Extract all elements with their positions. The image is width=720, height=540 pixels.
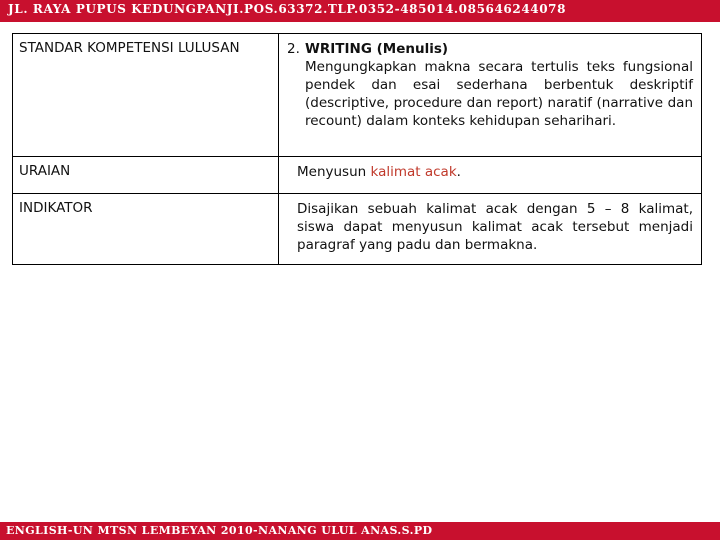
table-row	[13, 194, 702, 265]
skl-description: Mengungkapkan makna secara tertulis teks fungsional pendek dan esai sederhana berbentuk deskriptif (descriptive, procedure dan report) naratif (narrative dan recount) dalam konteks kehidupan seharihari.	[305, 59, 693, 129]
header-bar	[0, 0, 720, 22]
table-row	[13, 157, 702, 194]
indikator-text: Disajikan sebuah kalimat acak dengan 5 – 8 kalimat, siswa dapat menyusun kalimat acak tersebut menjadi paragraf yang padu dan bermakna.	[297, 201, 693, 253]
indikator-content	[279, 194, 702, 265]
footer-bar	[0, 522, 720, 540]
competency-table	[12, 33, 702, 265]
uraian-highlight: kalimat acak	[370, 164, 457, 180]
table-row	[13, 34, 702, 157]
uraian-period: .	[456, 164, 461, 180]
skl-number: 2.	[287, 41, 300, 57]
uraian-content	[279, 157, 702, 194]
indikator-label: INDIKATOR	[13, 194, 279, 265]
skl-content	[279, 34, 702, 157]
skl-title: WRITING (Menulis)	[305, 41, 449, 57]
uraian-label: URAIAN	[13, 157, 279, 194]
footer-credit: ENGLISH-UN MTSN LEMBEYAN 2010-NANANG ULUL ANAS.S.PD	[6, 524, 433, 537]
header-address: JL. RAYA PUPUS KEDUNGPANJI.POS.63372.TLP.0352-485014.085646244078	[8, 2, 567, 16]
uraian-text: Menyusun	[297, 164, 371, 180]
skl-label: STANDAR KOMPETENSI LULUSAN	[13, 34, 279, 157]
